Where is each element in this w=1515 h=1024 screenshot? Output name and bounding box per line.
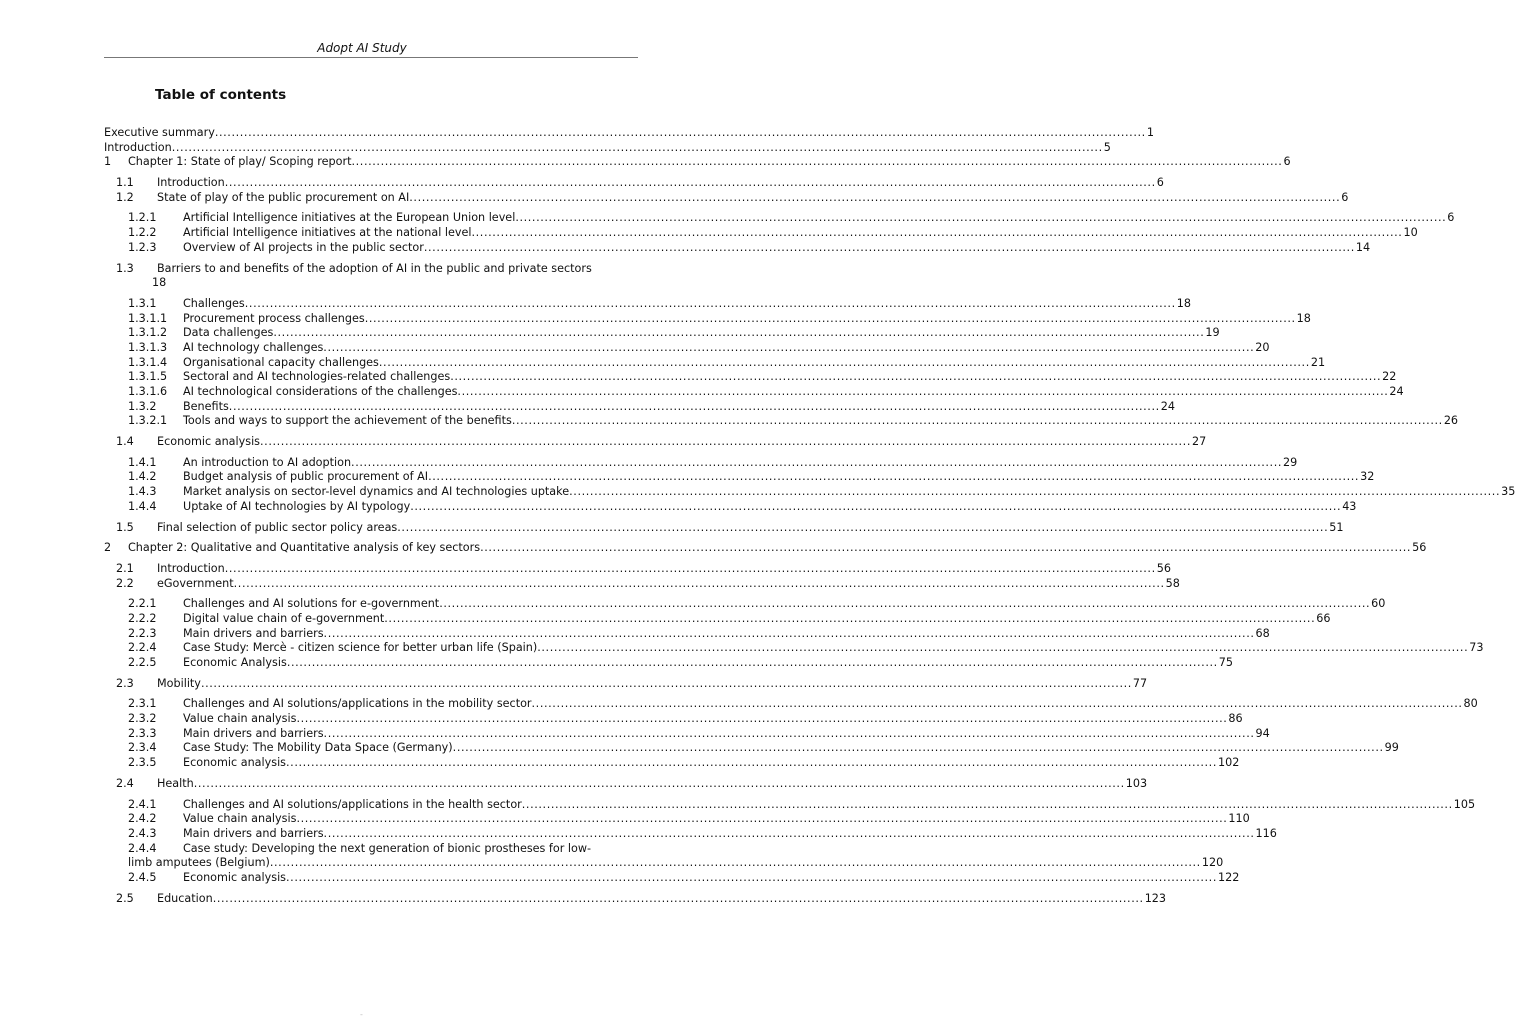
running-header: Adopt AI Study [317, 41, 407, 55]
toc-title: Table of contents [155, 87, 287, 103]
toc-entry[interactable]: 1.2.1 Artificial Intelligence initiatives at the European Union level ..... 6 [104, 211, 638, 226]
toc-entry[interactable]: 2 Chapter 2: Qualitative and Quantitative analysis of key sectors ..... 56 [104, 541, 638, 556]
toc-entry[interactable]: 2.4 Health ..... 103 [104, 777, 638, 792]
toc-entry[interactable]: 1.4.4 Uptake of AI technologies by AI typology ..... 43 [104, 500, 638, 515]
toc-entry[interactable]: 1.3 Barriers to and benefits of the adoption of AI in the public and private sectors [116, 261, 592, 275]
toc-entry[interactable]: 2.3.5 Economic analysis ..... 102 [104, 756, 638, 771]
toc-entry[interactable]: 1.2.3 Overview of AI projects in the public sector ..... 14 [104, 241, 638, 256]
toc-entry[interactable]: 2.4.5 Economic analysis ..... 122 [104, 871, 638, 886]
toc-entry[interactable]: 2.2.3 Main drivers and barriers ..... 68 [104, 627, 638, 642]
toc-entry[interactable]: 1.3.2 Benefits ..... 24 [104, 400, 638, 415]
toc-entry[interactable]: 1.3.1.6 AI technological considerations of the challenges ..... 24 [104, 385, 638, 400]
toc-entry[interactable]: 1.4.1 An introduction to AI adoption ..... 29 [104, 456, 638, 471]
toc-entry-page[interactable]: 18 [152, 276, 167, 290]
toc-entry[interactable]: 1.2.2 Artificial Intelligence initiatives at the national level ..... 10 [104, 226, 638, 241]
toc-entry[interactable]: 1.1 Introduction ..... 6 [104, 176, 638, 191]
toc-entry[interactable]: 1.4.2 Budget analysis of public procurement of AI ..... 32 [104, 470, 638, 485]
toc-entry[interactable]: 2.3.2 Value chain analysis ..... 86 [104, 712, 638, 727]
toc-entry[interactable]: 2.4.4 Case study: Developing the next generation of bionic prostheses for low- [128, 841, 592, 855]
toc-entry[interactable]: 1.4.3 Market analysis on sector-level dynamics and AI technologies uptake ..... 35 [104, 485, 638, 500]
toc-entry[interactable]: 2.2 eGovernment ..... 58 [104, 577, 638, 592]
header-rule [104, 57, 638, 58]
toc-entry[interactable]: 2.2.5 Economic Analysis ..... 75 [104, 656, 638, 671]
toc-entry[interactable]: 2.5 Education ..... 123 [104, 892, 638, 907]
toc-entry-continued[interactable]: limb amputees (Belgium) ..... 120 [104, 856, 638, 871]
toc-entry[interactable]: 2.2.4 Case Study: Mercè - citizen science for better urban life (Spain) ..... 73 [104, 641, 638, 656]
toc-entry[interactable]: 2.4.1 Challenges and AI solutions/applications in the health sector ..... 105 [104, 798, 638, 813]
toc-entry[interactable]: 1.5 Final selection of public sector policy areas ..... 51 [104, 521, 638, 536]
toc-entry[interactable]: 1.4 Economic analysis ..... 27 [104, 435, 638, 450]
toc-entry[interactable]: 2.1 Introduction ..... 56 [104, 562, 638, 577]
toc-entry[interactable]: 2.3.3 Main drivers and barriers ..... 94 [104, 727, 638, 742]
toc-entry[interactable]: 1.3.2.1 Tools and ways to support the achievement of the benefits ..... 26 [104, 414, 638, 429]
footer-mark: - [360, 1010, 363, 1019]
toc-entry[interactable]: 2.2.1 Challenges and AI solutions for e-government ..... 60 [104, 597, 638, 612]
toc-entry[interactable]: 2.3.1 Challenges and AI solutions/applications in the mobility sector ..... 80 [104, 697, 638, 712]
toc-entry[interactable]: Executive summary ..... 1 [104, 126, 638, 141]
toc-entry[interactable]: Introduction ..... 5 [104, 141, 638, 156]
toc-entry[interactable]: 1.3.1.1 Procurement process challenges ..... 18 [104, 312, 638, 327]
toc-entry[interactable]: 1.3.1.3 AI technology challenges ..... 20 [104, 341, 638, 356]
toc-entry[interactable]: 2.3 Mobility ..... 77 [104, 677, 638, 692]
toc-entry[interactable]: 1.3.1 Challenges ..... 18 [104, 297, 638, 312]
toc-entry[interactable]: 2.4.3 Main drivers and barriers ..... 116 [104, 827, 638, 842]
toc-entry[interactable]: 1.3.1.5 Sectoral and AI technologies-related challenges ..... 22 [104, 370, 638, 385]
table-of-contents [104, 126, 1515, 906]
toc-entry[interactable]: 2.2.2 Digital value chain of e-government ..... 66 [104, 612, 638, 627]
toc-entry[interactable]: 2.3.4 Case Study: The Mobility Data Space (Germany) ..... 99 [104, 741, 638, 756]
toc-entry[interactable]: 1.2 State of play of the public procurement on AI ..... 6 [104, 191, 638, 206]
toc-entry[interactable]: 1 Chapter 1: State of play/ Scoping report ..... 6 [104, 155, 638, 170]
toc-entry[interactable]: 2.4.2 Value chain analysis ..... 110 [104, 812, 638, 827]
toc-entry[interactable]: 1.3.1.2 Data challenges ..... 19 [104, 326, 638, 341]
toc-entry[interactable]: 1.3.1.4 Organisational capacity challenges ..... 21 [104, 356, 638, 371]
